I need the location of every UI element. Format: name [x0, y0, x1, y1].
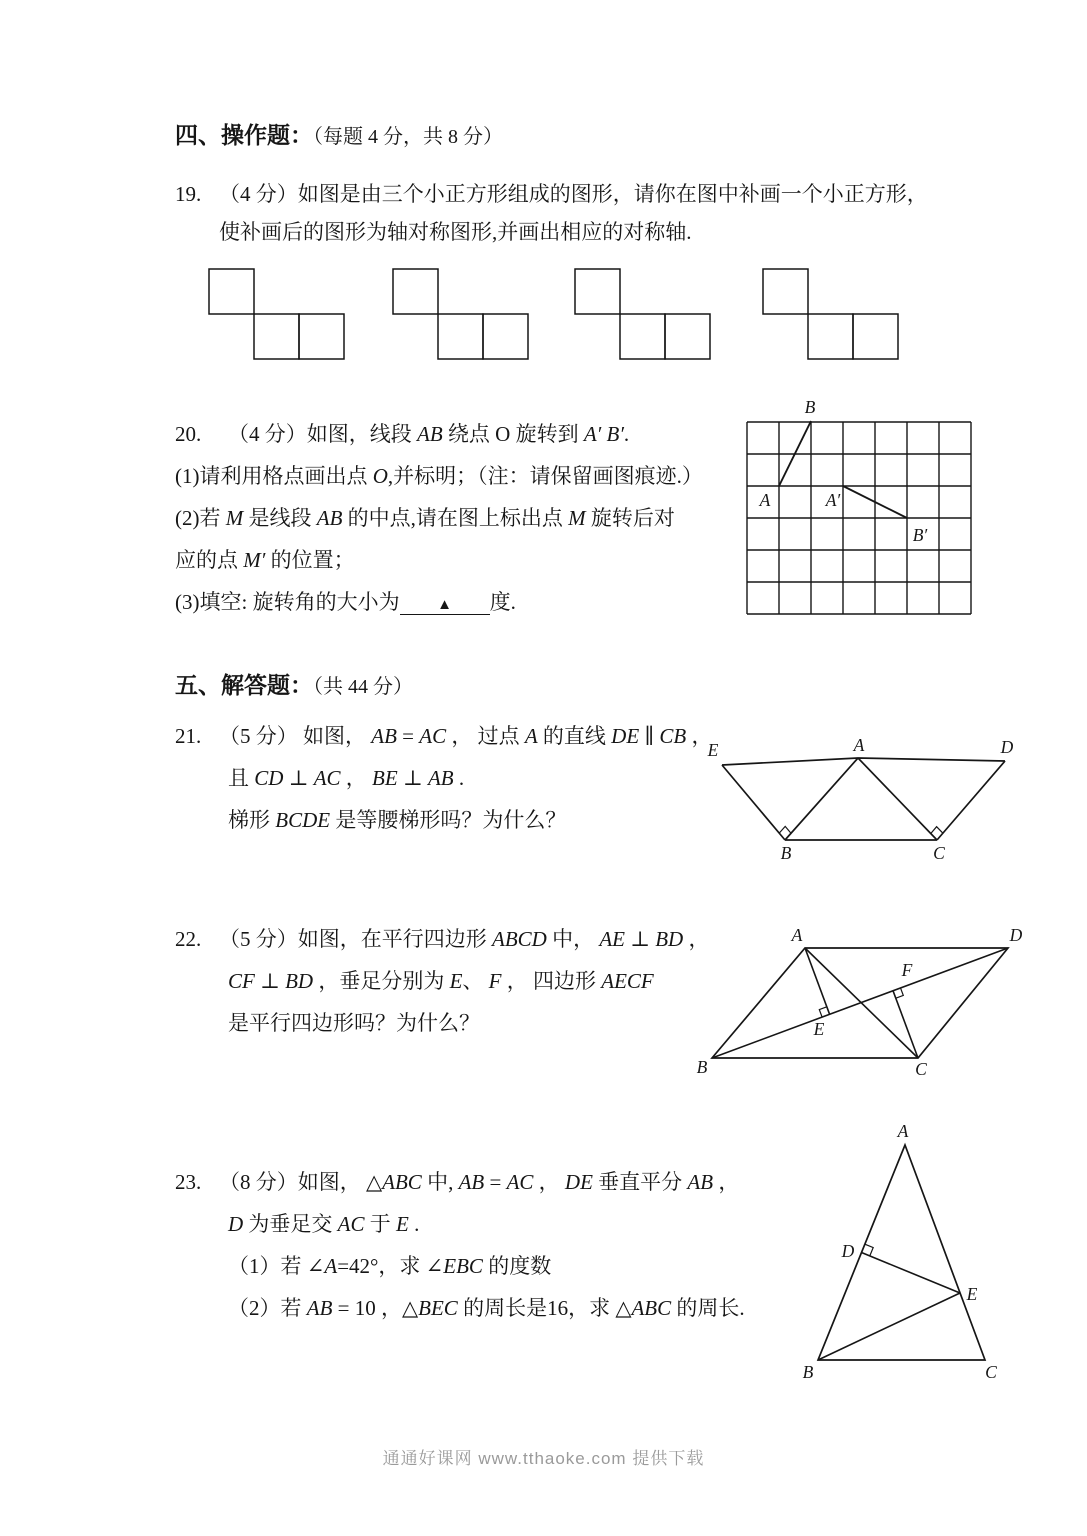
section-5-title: 五、解答题：	[175, 673, 313, 698]
grid-label-A-prime: A′	[825, 490, 841, 510]
square	[763, 269, 808, 314]
square	[299, 314, 344, 359]
square	[665, 314, 710, 359]
square	[620, 314, 665, 359]
square	[438, 314, 483, 359]
q22-line1: （5 分）如图，在平行四边形 ABCD 中， AE ⊥ BD ，	[219, 927, 710, 951]
q21-line3: 梯形 BCDE 是等腰梯形吗？为什么？	[228, 808, 567, 832]
q20-item1: (1)请利用格点画出点 O,并标明；（注：请保留画图痕迹.）	[175, 464, 703, 488]
q21-line2: 且 CD ⊥ AC ， BE ⊥ AB .	[228, 766, 465, 790]
label-A: A	[791, 925, 803, 945]
section-4-title: 四、操作题：	[175, 123, 313, 148]
line-EB	[722, 765, 785, 840]
square	[575, 269, 620, 314]
label-D: D	[1009, 925, 1023, 945]
q22-number: 22.	[175, 927, 202, 951]
label-A: A	[853, 735, 865, 755]
q19-line1: （4 分）如图是由三个小正方形组成的图形，请你在图中补画一个小正方形，	[219, 182, 928, 206]
rotation-grid-figure	[744, 394, 980, 628]
q22-line3: 是平行四边形吗？为什么？	[228, 1011, 480, 1035]
line-AC	[858, 758, 937, 840]
label-E: E	[813, 1019, 825, 1039]
label-B: B	[780, 843, 792, 863]
line-AE	[805, 948, 830, 1014]
q19-line2: 使补画后的图形为轴对称图形,并画出相应的对称轴.	[219, 220, 692, 244]
label-C: C	[915, 1059, 927, 1079]
label-B: B	[696, 1057, 708, 1077]
q21-line1: （5 分） 如图， AB = AC ， 过点 A 的直线 DE ∥ CB ，	[219, 724, 713, 748]
section-4-points: （每题 4 分，共 8 分）	[313, 126, 503, 148]
label-B: B	[802, 1362, 814, 1382]
section-5-points: （共 44 分）	[313, 676, 413, 698]
square	[853, 314, 898, 359]
right-angle-mark-C	[931, 827, 943, 834]
parallelogram-figure	[690, 925, 1035, 1083]
square	[393, 269, 438, 314]
trapezoid-figure	[700, 735, 1025, 865]
grid-lines	[747, 422, 971, 614]
tromino-figure-2	[392, 268, 532, 363]
line-BE	[818, 1293, 960, 1360]
triangle-figure	[790, 1121, 1005, 1390]
q19-number: 19.	[175, 182, 202, 206]
tromino-figure-1	[208, 268, 348, 363]
line-AB	[785, 758, 858, 840]
grid-label-B: B	[804, 397, 816, 417]
q23-line3: （1）若 ∠A=42°，求 ∠EBC 的度数	[228, 1254, 552, 1278]
label-E: E	[707, 740, 719, 760]
q20-item2a: (2)若 M 是线段 AB 的中点,请在图上标出点 M 旋转后对	[175, 506, 675, 530]
square	[808, 314, 853, 359]
line-CF	[893, 991, 918, 1058]
line-DC	[937, 761, 1005, 840]
q20-item2b: 应的点 M′ 的位置；	[175, 548, 355, 572]
q23-line4: （2）若 AB = 10 ，△BEC 的周长是16，求 △ABC 的周长.	[228, 1296, 745, 1320]
q20-number: 20.	[175, 422, 202, 446]
label-C: C	[933, 843, 945, 863]
tromino-figure-3	[574, 268, 714, 363]
line-DE	[862, 1253, 961, 1294]
q22-line2: CF ⊥ BD ，垂足分别为 E、 F ， 四边形 AECF	[228, 969, 654, 993]
section-5-header	[175, 670, 413, 701]
label-C: C	[985, 1362, 997, 1382]
q20-item3-post: 度.	[489, 590, 516, 614]
label-D: D	[841, 1241, 855, 1261]
square	[254, 314, 299, 359]
footer-watermark: 通通好课网 www.tthaoke.com 提供下载	[382, 1449, 705, 1468]
q21-number: 21.	[175, 724, 202, 748]
section-4-header	[175, 120, 503, 151]
q23-line1: （8 分）如图， △ABC 中, AB = AC ， DE 垂直平分 AB ，	[219, 1170, 740, 1194]
q20-answer-blank: ▲	[400, 597, 490, 615]
label-A: A	[897, 1121, 909, 1141]
label-E: E	[966, 1284, 978, 1304]
grid-label-B-prime: B′	[912, 525, 928, 545]
q20-item3-pre: (3)填空: 旋转角的大小为	[175, 590, 400, 614]
q23-line2: D 为垂足交 AC 于 E .	[228, 1212, 420, 1236]
tromino-figure-4	[762, 268, 902, 363]
q20-intro: （4 分）如图，线段 AB 绕点 O 旋转到 A′ B′.	[228, 422, 630, 446]
label-D: D	[1000, 737, 1014, 757]
q20-item3	[175, 588, 516, 616]
grid-label-A: A	[759, 490, 771, 510]
square	[209, 269, 254, 314]
square	[483, 314, 528, 359]
right-angle-mark-B	[779, 826, 791, 833]
label-F: F	[901, 960, 913, 980]
q23-number: 23.	[175, 1170, 202, 1194]
